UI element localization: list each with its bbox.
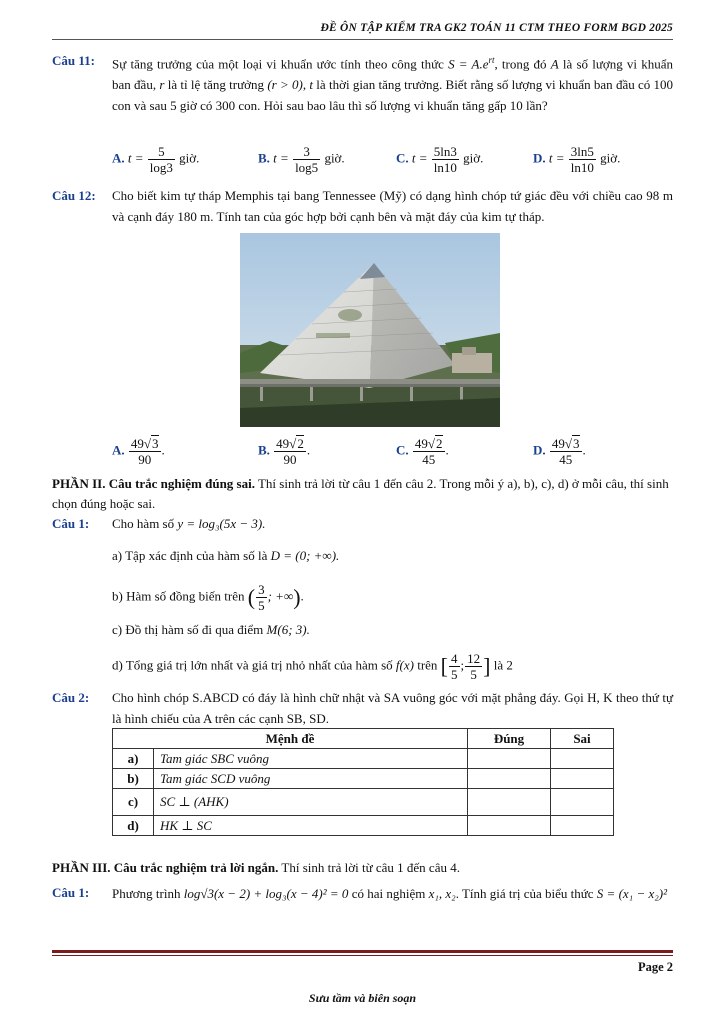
option-letter: B. bbox=[258, 442, 270, 458]
false-cell[interactable] bbox=[551, 789, 614, 816]
true-cell[interactable] bbox=[468, 769, 551, 789]
denominator: 90 bbox=[283, 452, 297, 467]
text: , trong đó bbox=[494, 56, 547, 72]
roots: x₁, x₂ bbox=[428, 886, 456, 901]
true-cell[interactable] bbox=[468, 816, 551, 836]
row-label: b) bbox=[113, 769, 154, 789]
row-statement: SC ⊥ (AHK) bbox=[154, 789, 468, 816]
q11-option-c bbox=[396, 144, 483, 175]
denominator: 5 bbox=[470, 667, 477, 682]
q11-option-b bbox=[258, 144, 345, 175]
numerator: 5 bbox=[148, 144, 175, 160]
text: là thời gian tăng trưởng. Biết rằng số lượng vi khuẩn ban đầu có 100 con và sau 5 giờ có 300 con. Hỏi sau bao lâu thì số lượng vi khuẩn tăng gấp 10 lần? bbox=[112, 77, 674, 114]
text: Cho hàm số bbox=[112, 516, 175, 531]
variable: t bbox=[309, 77, 314, 93]
true-false-table bbox=[112, 728, 614, 836]
false-cell[interactable] bbox=[551, 769, 614, 789]
header-false: Sai bbox=[551, 729, 614, 749]
statement-text: c) Đồ thị hàm số đi qua điểm bbox=[112, 622, 264, 637]
table-row bbox=[113, 789, 614, 816]
denominator: 90 bbox=[138, 452, 152, 467]
radicand: 3 bbox=[152, 436, 159, 451]
fraction bbox=[449, 651, 460, 682]
part-title: PHẦN II. Câu trắc nghiệm đúng sai. bbox=[52, 476, 255, 491]
fraction bbox=[413, 436, 445, 467]
variable: A bbox=[550, 56, 559, 72]
footer-divider bbox=[52, 950, 673, 953]
fraction bbox=[465, 651, 482, 682]
numerator: 5ln3 bbox=[433, 144, 457, 159]
part-description: Thí sinh trả lời từ câu 1 đến câu 4. bbox=[281, 860, 460, 875]
pyramid-photo bbox=[240, 233, 500, 427]
option-unit: giờ. bbox=[600, 150, 621, 166]
question-text: Cho hình chóp S.ABCD có đáy là hình chữ nhật và SA vuông góc với mặt phẳng đáy. Gọi H, K theo thứ tự là hình chiếu của A trên các cạnh SB, SD. bbox=[112, 690, 673, 726]
coefficient: 49 bbox=[130, 436, 144, 451]
condition: (r > 0) bbox=[267, 77, 303, 93]
denominator: 5 bbox=[258, 598, 265, 613]
radicand: 2 bbox=[436, 436, 443, 451]
option-unit: giờ. bbox=[179, 150, 200, 166]
option-letter: D. bbox=[533, 442, 546, 458]
denominator: ln10 bbox=[433, 160, 457, 175]
q11-option-a bbox=[112, 144, 199, 175]
document-header: ĐỀ ÔN TẬP KIỂM TRA GK2 TOÁN 11 CTM THEO FORM BGD 2025 bbox=[320, 22, 673, 34]
numerator: 49√3 bbox=[130, 436, 159, 451]
paren: ( bbox=[247, 584, 256, 610]
row-statement: HK ⊥ SC bbox=[154, 816, 468, 836]
denominator: 5 bbox=[451, 667, 458, 682]
numerator: 3 bbox=[293, 144, 320, 160]
statement-d: d) Tổng giá trị lớn nhất và giá trị nhỏ nhất của hàm số f(x) trên [ $\frac{4}{5}$ ; $\frac{12}{5}$ ] là 2 bbox=[112, 651, 513, 682]
expression: S = (x₁ − x₂)² bbox=[596, 886, 667, 901]
fraction bbox=[129, 436, 161, 467]
question-label: Câu 12: bbox=[52, 188, 96, 203]
q12-option-b: B. $\frac{49√2}{90}$ . bbox=[258, 436, 311, 467]
part-description: Thí sinh trả lời từ câu 1 đến câu 2. Trong mỗi ý a), b), c), d) ở mỗi câu, thí sinh chọn đúng hoặc sai. bbox=[52, 476, 669, 511]
fraction bbox=[293, 144, 320, 175]
numerator: 3 bbox=[258, 582, 265, 597]
footer-divider-thin bbox=[52, 955, 673, 956]
variable: r bbox=[159, 77, 165, 93]
function: f(x) bbox=[395, 657, 414, 673]
statement-b: b) Hàm số đồng biến trên ( $\frac{3}{5}$ ; +∞). bbox=[112, 582, 304, 613]
text: Sự tăng trưởng của một loại vi khuẩn ước tính theo công thức bbox=[112, 56, 444, 72]
statement-math: D = (0; +∞). bbox=[270, 548, 340, 563]
row-statement: Tam giác SCD vuông bbox=[154, 769, 468, 789]
text: có hai nghiệm bbox=[351, 886, 426, 901]
denominator: ln10 bbox=[570, 160, 594, 175]
question-label: Câu 1: bbox=[52, 885, 90, 900]
fraction bbox=[550, 436, 582, 467]
text: là tỉ lệ tăng trưởng bbox=[167, 77, 265, 93]
header-divider bbox=[52, 39, 673, 40]
option-lhs: t = bbox=[411, 150, 428, 166]
statement-c bbox=[112, 620, 673, 640]
footer-text: Sưu tầm và biên soạn bbox=[308, 991, 417, 1005]
part3-question-1 bbox=[52, 882, 673, 906]
fraction bbox=[148, 144, 175, 175]
equation: log√3(x − 2) + log₃(x − 4)² = 0 bbox=[183, 886, 349, 901]
fraction bbox=[274, 436, 306, 467]
text: . Tính giá trị của biểu thức bbox=[455, 886, 594, 901]
formula: S = A.e bbox=[448, 56, 489, 72]
numerator: 49√2 bbox=[414, 436, 443, 451]
statement-a bbox=[112, 546, 673, 566]
page-number: Page 2 bbox=[637, 960, 673, 974]
option-letter: D. bbox=[533, 150, 546, 166]
text: , bbox=[302, 77, 307, 93]
numerator: 49√2 bbox=[276, 436, 304, 451]
coefficient: 49 bbox=[551, 436, 565, 451]
fraction bbox=[432, 144, 459, 175]
numerator: 3ln5 bbox=[570, 144, 594, 159]
row-label: d) bbox=[113, 816, 154, 836]
formula-exponent: rt bbox=[488, 55, 495, 65]
option-lhs: t = bbox=[273, 150, 289, 166]
bracket: ] bbox=[483, 653, 491, 679]
false-cell[interactable] bbox=[551, 816, 614, 836]
part-title: PHẦN III. Câu trắc nghiệm trả lời ngắn. bbox=[52, 860, 279, 875]
true-cell[interactable] bbox=[468, 749, 551, 769]
statement-tail: là 2 bbox=[493, 657, 513, 673]
numerator: 12 bbox=[467, 651, 481, 666]
option-unit: giờ. bbox=[463, 150, 484, 166]
option-letter: A. bbox=[112, 150, 125, 166]
denominator: log3 bbox=[149, 160, 173, 175]
part2-question-2 bbox=[52, 687, 673, 729]
q11-option-d bbox=[533, 144, 620, 175]
table-row bbox=[113, 816, 614, 836]
numerator: 49√3 bbox=[551, 436, 580, 451]
question-label: Câu 2: bbox=[52, 690, 90, 705]
row-label: a) bbox=[113, 749, 154, 769]
false-cell[interactable] bbox=[551, 749, 614, 769]
question-11 bbox=[52, 50, 673, 116]
question-text bbox=[112, 882, 673, 906]
coefficient: 49 bbox=[276, 436, 290, 451]
true-cell[interactable] bbox=[468, 789, 551, 816]
statement-text: a) Tập xác định của hàm số là bbox=[112, 548, 268, 563]
question-12 bbox=[52, 185, 673, 227]
denominator: 45 bbox=[422, 452, 436, 467]
part2-question-1 bbox=[52, 513, 673, 534]
q12-option-d: D. $\frac{49√3}{45}$ . bbox=[533, 436, 586, 467]
fraction bbox=[569, 144, 596, 175]
question-text: Cho biết kim tự tháp Memphis tại bang Tennessee (Mỹ) có dạng hình chóp tứ giác đều với chiều cao 98 m và cạnh đáy 180 m. Tính tan của góc hợp bởi cạnh bên và mặt đáy của kim tự tháp. bbox=[112, 188, 673, 224]
q12-option-c: C. $\frac{49√2}{45}$ . bbox=[396, 436, 449, 467]
row-statement: Tam giác SBC vuông bbox=[154, 749, 468, 769]
text: trên bbox=[417, 657, 438, 673]
row-label: c) bbox=[113, 789, 154, 816]
function: y = log₃(5x − 3). bbox=[177, 516, 266, 531]
fraction bbox=[256, 582, 267, 613]
question-label: Câu 11: bbox=[52, 53, 95, 68]
option-unit: giờ. bbox=[324, 150, 345, 166]
q12-option-a: A. $\frac{49√3}{90}$ . bbox=[112, 436, 165, 467]
table-row bbox=[113, 769, 614, 789]
text: Phương trình bbox=[112, 886, 181, 901]
option-letter: C. bbox=[396, 442, 409, 458]
option-letter: A. bbox=[112, 442, 125, 458]
question-text bbox=[112, 50, 673, 116]
table-header-row bbox=[113, 729, 614, 749]
question-text bbox=[112, 513, 673, 534]
statement-math: M(6; 3). bbox=[266, 622, 310, 637]
paren: ) bbox=[293, 584, 301, 610]
interval-end: ; +∞ bbox=[267, 588, 294, 604]
option-lhs: t = bbox=[548, 150, 565, 166]
radicand: 3 bbox=[573, 436, 580, 451]
question-label: Câu 1: bbox=[52, 516, 90, 531]
option-lhs: t = bbox=[127, 150, 144, 166]
bracket: [ bbox=[440, 653, 448, 679]
coefficient: 49 bbox=[414, 436, 428, 451]
denominator: 45 bbox=[559, 452, 573, 467]
table-row bbox=[113, 749, 614, 769]
part-2-heading bbox=[52, 474, 673, 514]
header-statement: Mệnh đề bbox=[113, 729, 468, 749]
statement-text: b) Hàm số đồng biến trên bbox=[112, 588, 245, 604]
part-3-heading bbox=[52, 858, 673, 878]
text: là số lượng vi khuẩn ban đầu, bbox=[112, 56, 673, 93]
option-letter: C. bbox=[396, 150, 409, 166]
numerator: 4 bbox=[451, 651, 458, 666]
radicand: 2 bbox=[297, 436, 304, 451]
option-letter: B. bbox=[258, 150, 270, 166]
statement-text: d) Tổng giá trị lớn nhất và giá trị nhỏ nhất của hàm số bbox=[112, 657, 393, 673]
denominator: log5 bbox=[295, 160, 319, 175]
header-true: Đúng bbox=[468, 729, 551, 749]
